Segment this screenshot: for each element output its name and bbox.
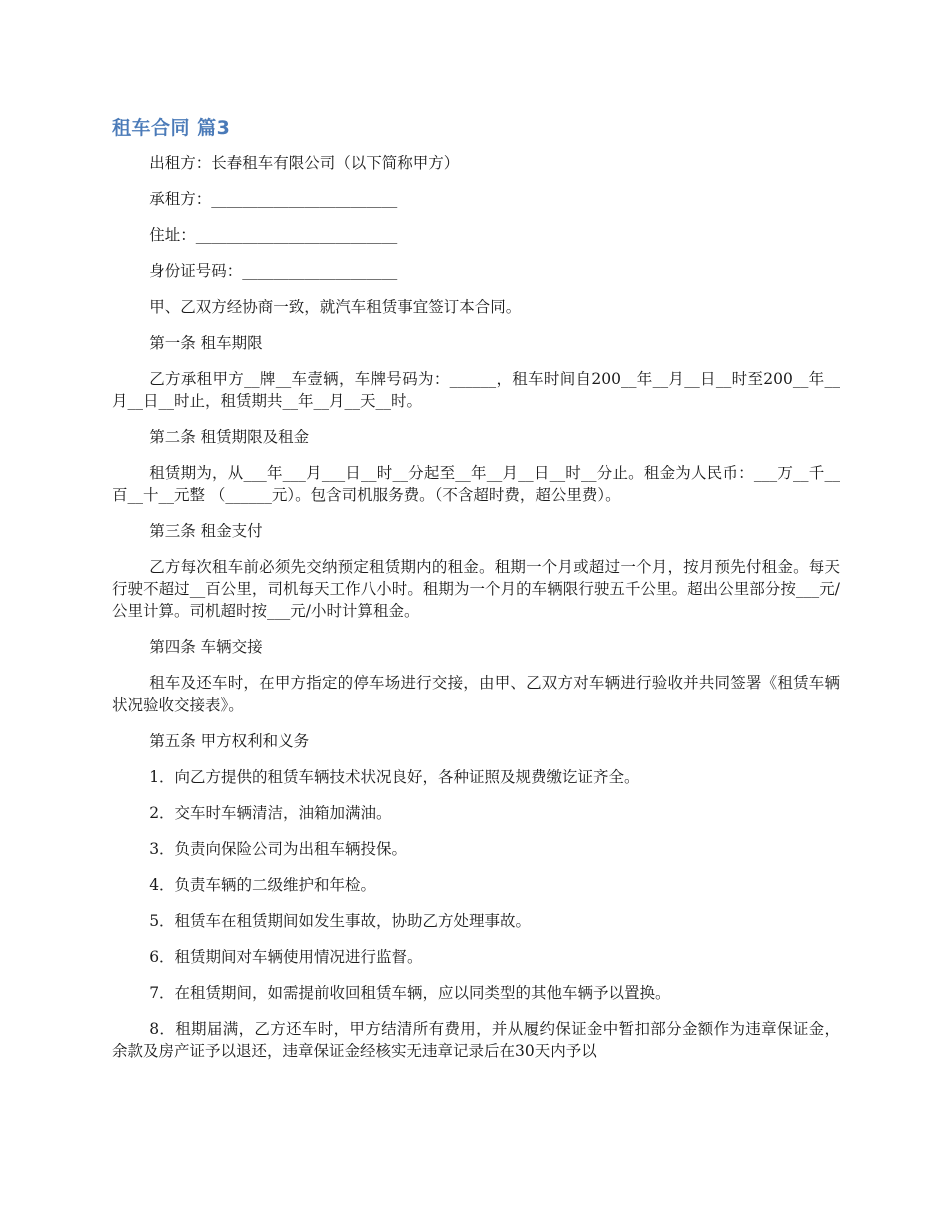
document-body xyxy=(112,152,840,1076)
id-number-line: 身份证号码：____________________ xyxy=(149,262,398,280)
article-5-item-4: 4．负责车辆的二级维护和年检。 xyxy=(149,876,377,894)
article-5-item-7: 7．在租赁期间，如需提前收回租赁车辆，应以同类型的其他车辆予以置换。 xyxy=(149,984,671,1002)
article-4-heading: 第四条 车辆交接 xyxy=(149,638,263,656)
article-3-body: 乙方每次租车前必须先交纳预定租赁期内的租金。租期一个月或超过一个月，按月预先付租金。每天行驶不超过__百公里，司机每天工作八小时。租期为一个月的车辆限行驶五千公里。超出公里部分按___元/公里计算。司机超时按___元/小时计算租金。 xyxy=(112,558,840,620)
article-2-body: 租赁期为，从___年___月___日__时__分起至__年__月__日__时__分止。租金为人民币：___万__千__百__十__元整 （______元）。包含司机服务费。（不含超时费，超公里费）。 xyxy=(112,464,840,504)
document-title: 租车合同 篇3 xyxy=(112,117,231,139)
article-4-body: 租车及还车时，在甲方指定的停车场进行交接，由甲、乙双方对车辆进行验收并共同签署《租赁车辆状况验收交接表》。 xyxy=(112,674,840,714)
article-3-heading: 第三条 租金支付 xyxy=(149,522,263,540)
lessee-line: 承租方：________________________ xyxy=(149,190,398,208)
article-5-heading: 第五条 甲方权利和义务 xyxy=(149,732,310,750)
article-1-body: 乙方承租甲方__牌__车壹辆，车牌号码为：______，租车时间自200__年__月__日__时至200__年__月__日__时止，租赁期共__年__月__天__时。 xyxy=(112,370,840,410)
article-5-item-5: 5．租赁车在租赁期间如发生事故，协助乙方处理事故。 xyxy=(149,912,532,930)
address-line: 住址：__________________________ xyxy=(149,226,398,244)
article-5-item-6: 6．租赁期间对车辆使用情况进行监督。 xyxy=(149,948,423,966)
article-2-heading: 第二条 租赁期限及租金 xyxy=(149,428,310,446)
article-1-heading: 第一条 租车期限 xyxy=(149,334,263,352)
article-5-item-3: 3．负责向保险公司为出租车辆投保。 xyxy=(149,840,408,858)
article-5-item-8: 8．租期届满，乙方还车时，甲方结清所有费用，并从履约保证金中暂扣部分金额作为违章保证金，余款及房产证予以退还，违章保证金经核实无违章记录后在30天内予以 xyxy=(112,1020,840,1060)
article-5-item-1: 1．向乙方提供的租赁车辆技术状况良好，各种证照及规费缴讫证齐全。 xyxy=(149,768,640,786)
lessor-line: 出租方：长春租车有限公司（以下简称甲方） xyxy=(149,154,460,172)
agreement-intro: 甲、乙双方经协商一致，就汽车租赁事宜签订本合同。 xyxy=(149,298,522,316)
article-5-item-2: 2．交车时车辆清洁，油箱加满油。 xyxy=(149,804,392,822)
